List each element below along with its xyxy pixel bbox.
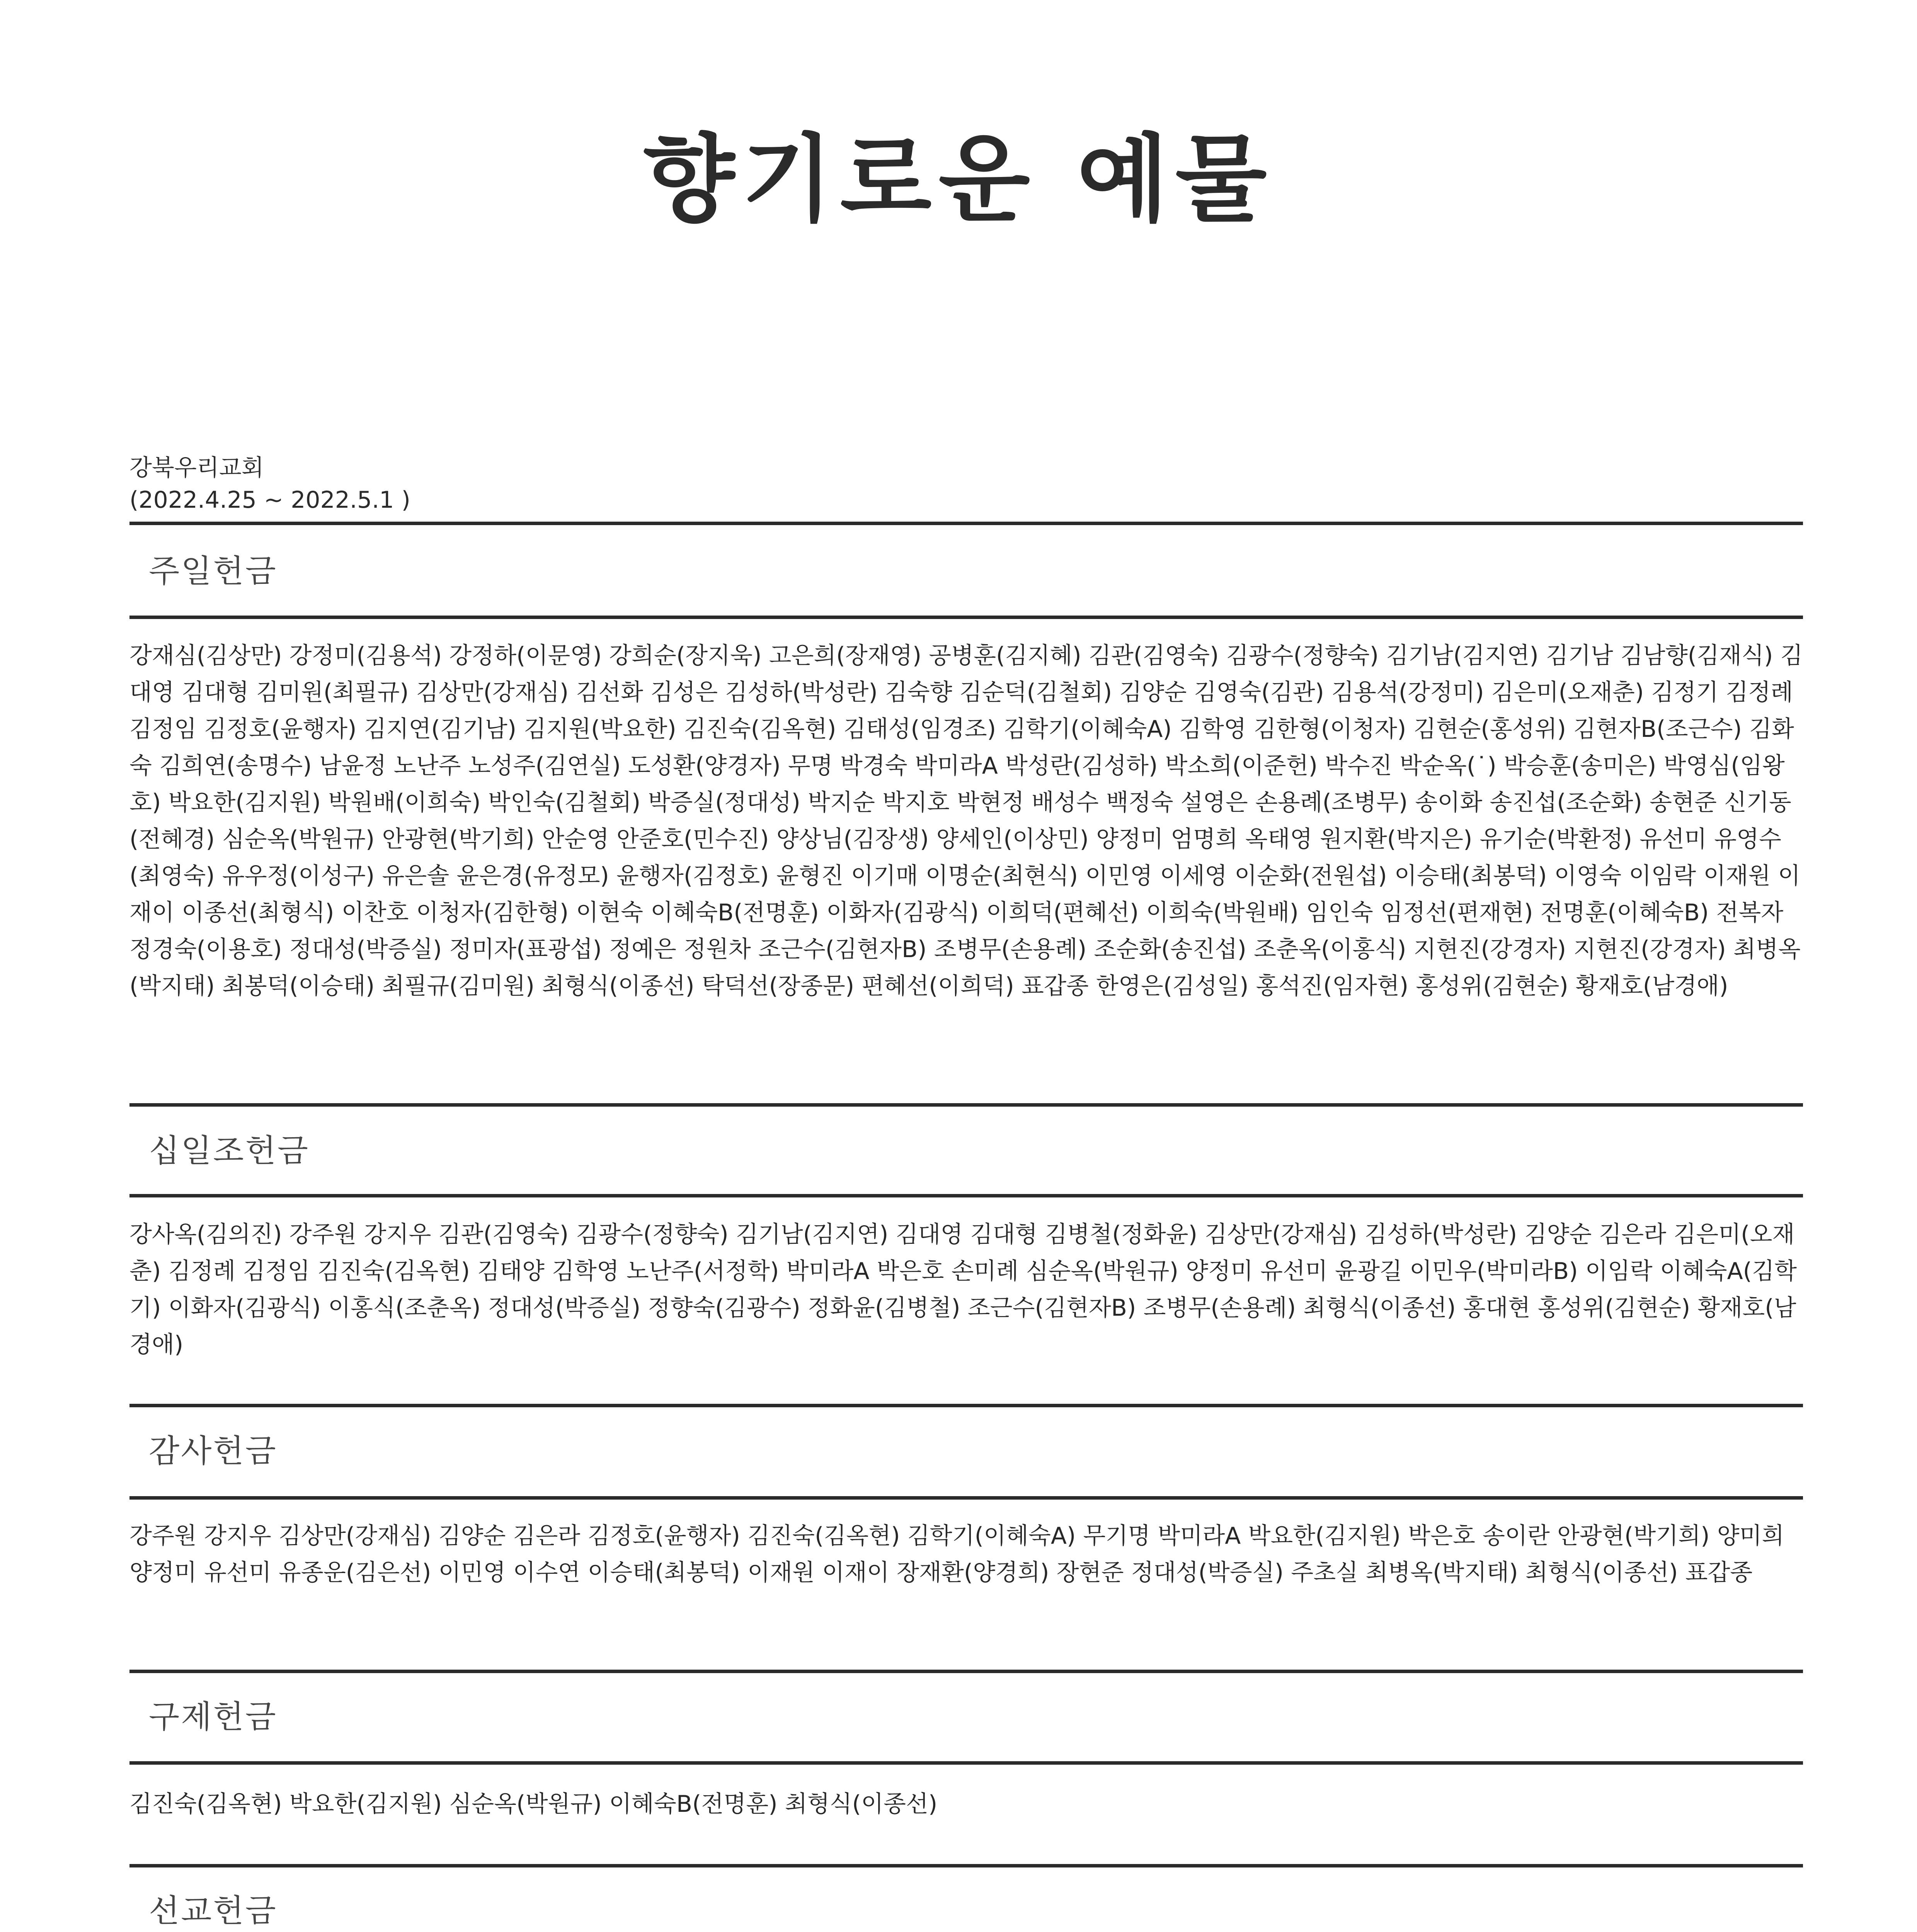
section-divider [129,1670,1803,1673]
church-name: 강북우리교회 [129,454,264,481]
section-divider [129,1496,1803,1500]
page-title: 향기로운 예물 [643,124,1274,235]
section-names-relief: 김진숙(김옥현) 박요한(김지원) 심순옥(박원규) 이혜숙B(전명훈) 최형식(이종선) [129,1791,938,1818]
section-title-tithe: 십일조헌금 [149,1133,310,1169]
section-divider [129,1761,1803,1765]
header-divider [129,522,1803,525]
section-names-thanksgiving: 강주원 강지우 김상만(강재심) 김양순 김은라 김정호(윤행자) 김진숙(김옥현) 김학기(이혜숙A) 무기명 박미라A 박요한(김지원) 박은호 송이란 안광현(박기희) 양미희 양정미 유선미 유종운(김은선) 이민영 이수연 이승태(최봉덕) 이재원 이재이 장재환(양경희) 장현준 정대성(박증실) 주초실 최병옥(박지태) 최형식(이종선) 표갑종 [129,1522,1784,1586]
section-title-sunday-offering: 주일헌금 [149,553,278,590]
section-title-relief: 구제헌금 [149,1699,278,1735]
section-title-mission: 선교헌금 [149,1893,278,1929]
section-divider [129,1103,1803,1107]
section-names-tithe: 강사옥(김의진) 강주원 강지우 김관(김영숙) 김광수(정향숙) 김기남(김지연) 김대영 김대형 김병철(정화윤) 김상만(강재심) 김성하(박성란) 김양순 김은라 김은미(오재춘) 김정례 김정임 김진숙(김옥현) 김태양 김학영 노난주(서정학) 박미라A 박은호 손미례 심순옥(박원규) 양정미 유선미 윤광길 이민우(박미라B) 이임락 이혜숙A(김학기) 이화자(김광식) 이홍식(조춘옥) 정대성(박증실) 정향숙(김광수) 정화윤(김병철) 조근수(김현자B) 조병무(손용례) 최형식(이종선) 홍대현 홍성위(김현순) 황재호(남경애) [129,1221,1797,1358]
section-divider [129,1404,1803,1407]
section-title-thanksgiving: 감사헌금 [149,1433,278,1469]
section-divider [129,616,1803,619]
section-names-sunday-offering: 강재심(김상만) 강정미(김용석) 강정하(이문영) 강희순(장지욱) 고은희(장재영) 공병훈(김지혜) 김관(김영숙) 김광수(정향숙) 김기남(김지연) 김기남 김남향(김재식) 김대영 김대형 김미원(최필규) 김상만(강재심) 김선화 김성은 김성하(박성란) 김숙향 김순덕(김철회) 김양순 김영숙(김관) 김용석(강정미) 김은미(오재춘) 김정기 김정례 김정임 김정호(윤행자) 김지연(김기남) 김지원(박요한) 김진숙(김옥현) 김태성(임경조) 김학기(이혜숙A) 김학영 김한형(이청자) 김현순(홍성위) 김현자B(조근수) 김화숙 김희연(송명수) 남윤정 노난주 노성주(김연실) 도성환(양경자) 무명 박경숙 박미라A 박성란(김성하) 박소희(이준헌) 박수진 박순옥(˙) 박승훈(송미은) 박영심(임왕호) 박요한(김지원) 박원배(이희숙) 박인숙(김철회) 박증실(정대성) 박지순 박지호 박현정 배성수 백정숙 설영은 손용례(조병무) 송이화 송진섭(조순화) 송현준 신기동(전혜경) 심순옥(박원규) 안광현(박기희) 안순영 안준호(민수진) 양상님(김장생) 양세인(이상민) 양정미 엄명희 옥태영 원지환(박지은) 유기순(박환정) 유선미 유영수(최영숙) 유우정(이성구) 유은솔 윤은경(유정모) 윤행자(김정호) 윤형진 이기매 이명순(최현식) 이민영 이세영 이순화(전원섭) 이승태(최봉덕) 이영숙 이임락 이재원 이재이 이종선(최형식) 이찬호 이청자(김한형) 이현숙 이혜숙B(전명훈) 이화자(김광식) 이희덕(편혜선) 이희숙(박원배) 임인숙 임정선(편재현) 전명훈(이혜숙B) 전복자 정경숙(이용호) 정대성(박증실) 정미자(표광섭) 정예은 정원차 조근수(김현자B) 조병무(손용례) 조순화(송진섭) 조춘옥(이홍식) 지현진(강경자) 지현진(강경자) 최병옥(박지태) 최봉덕(이승태) 최필규(김미원) 최형식(이종선) 탁덕선(장종문) 편혜선(이희덕) 표갑종 한영은(김성일) 홍석진(임자현) 홍성위(김현순) 황재호(남경애) [129,642,1803,1000]
section-divider [129,1864,1803,1867]
section-divider [129,1194,1803,1197]
date-range: (2022.4.25 ~ 2022.5.1 ) [129,486,410,514]
